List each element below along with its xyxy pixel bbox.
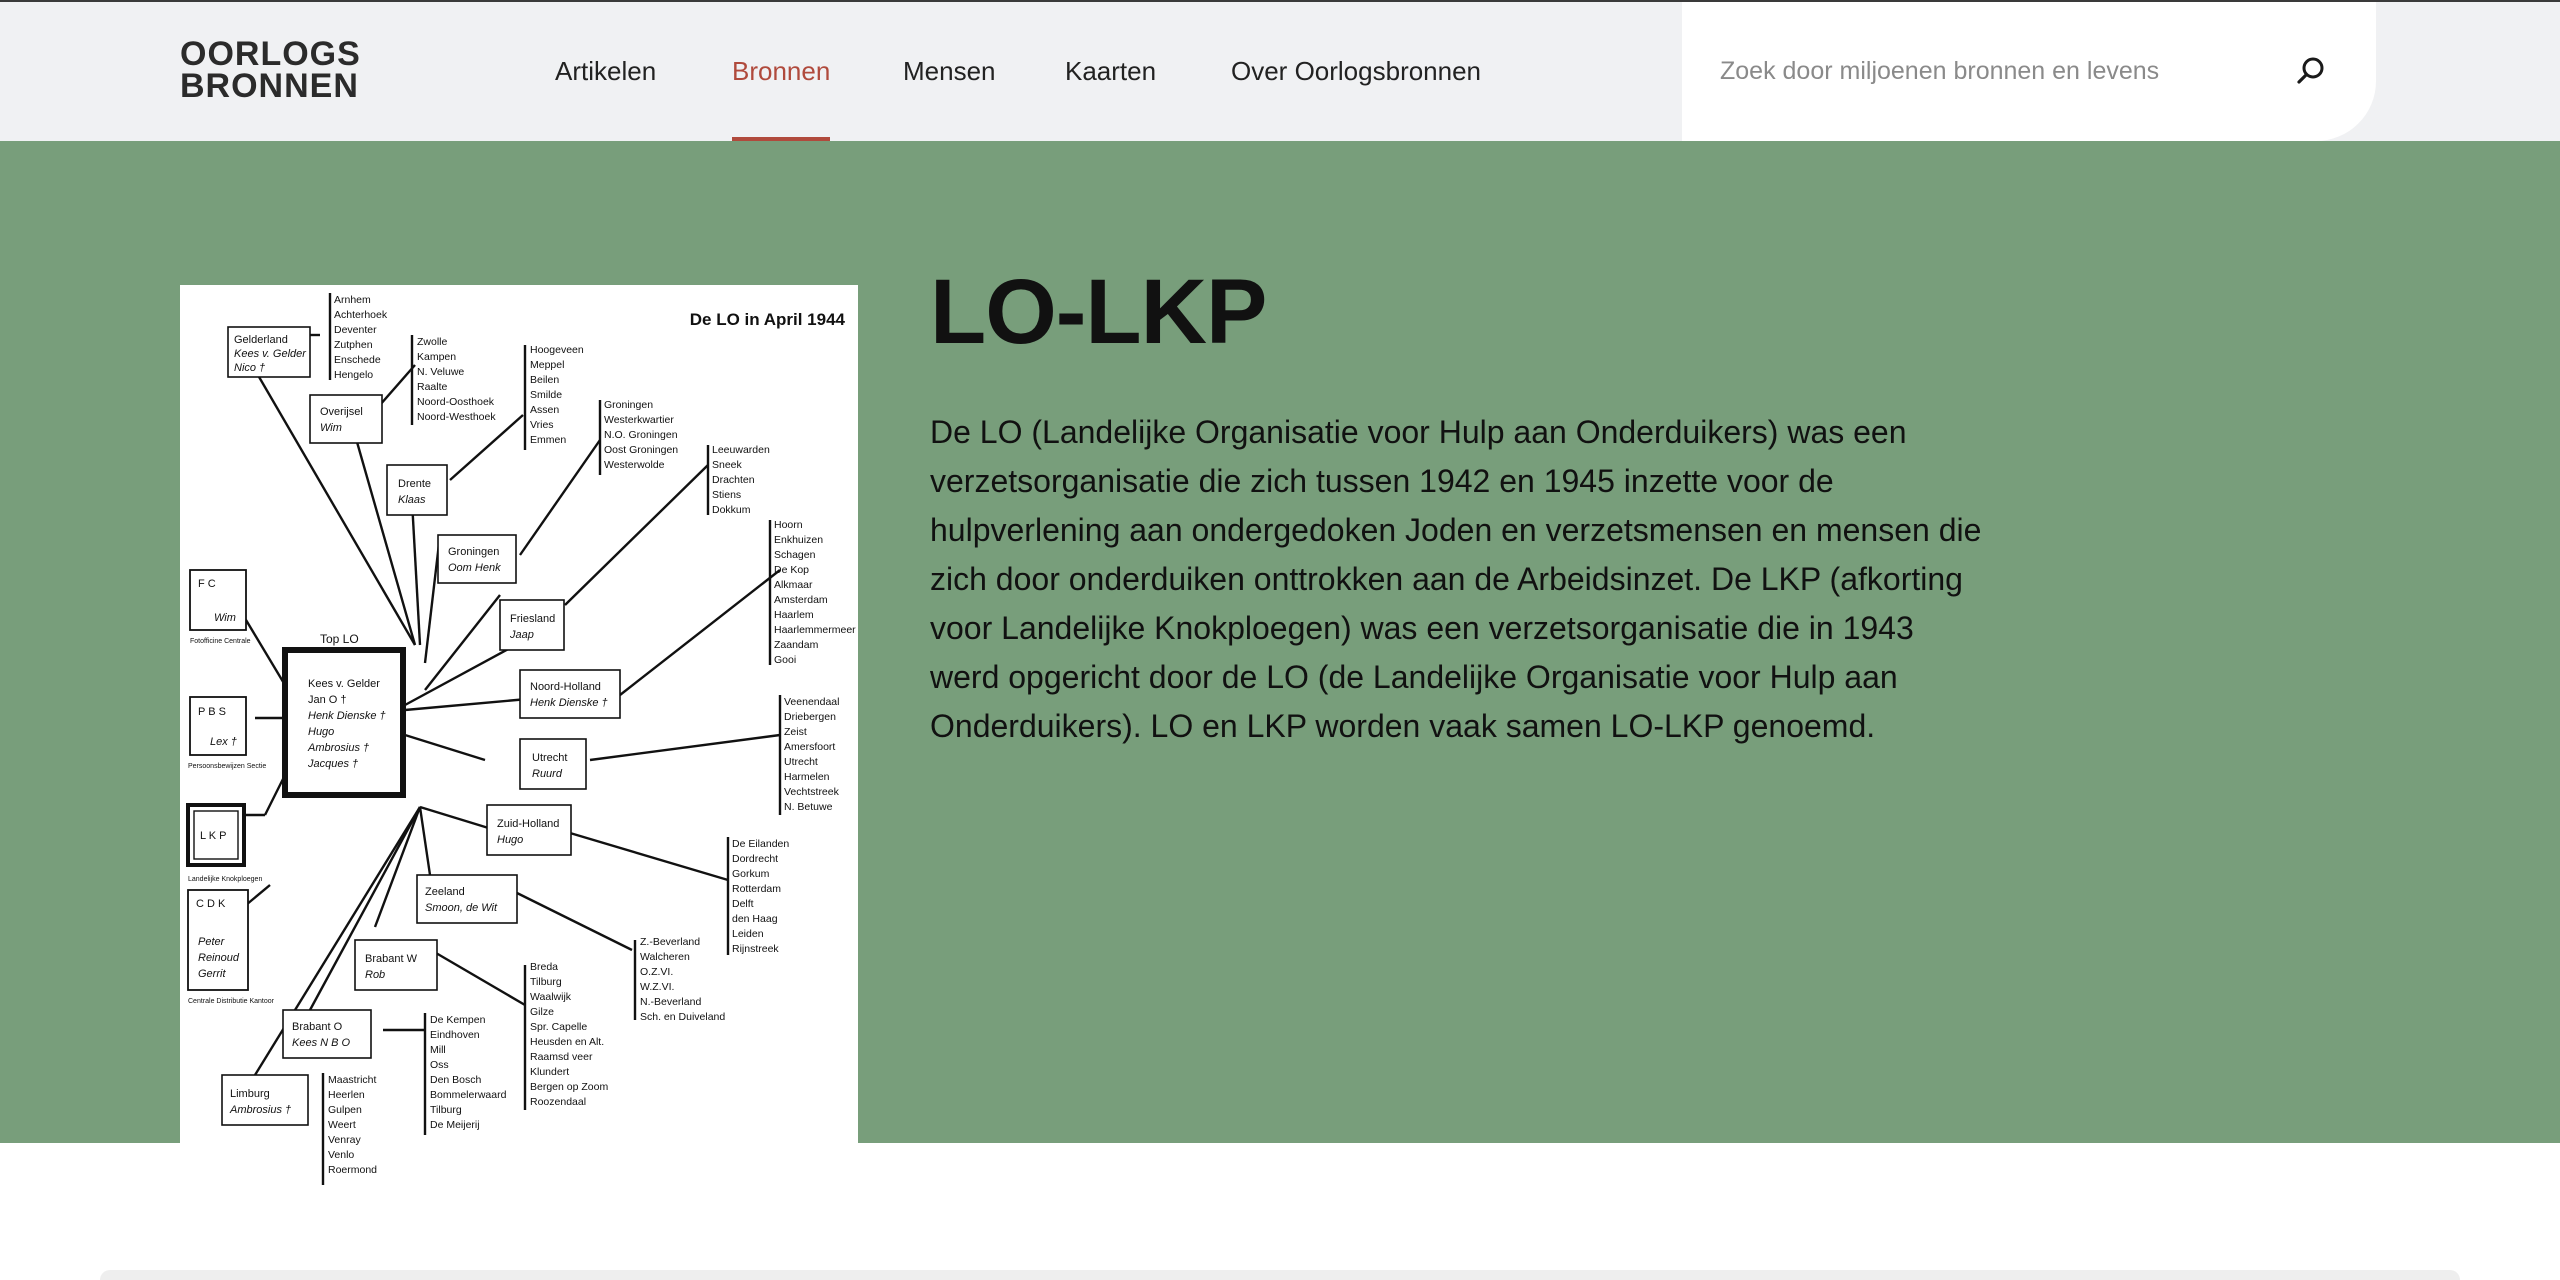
svg-text:Oost Groningen: Oost Groningen [604, 444, 679, 456]
svg-text:Roozendaal: Roozendaal [530, 1096, 587, 1108]
lo-organization-chart-image [180, 285, 858, 1185]
svg-text:Leeuwarden: Leeuwarden [712, 444, 770, 456]
svg-text:Limburg: Limburg [230, 1088, 270, 1100]
side-lkp [188, 805, 262, 883]
svg-text:Zeist: Zeist [784, 726, 807, 738]
svg-text:Reinoud: Reinoud [198, 952, 239, 964]
svg-text:Driebergen: Driebergen [784, 711, 836, 723]
svg-text:Venlo: Venlo [328, 1149, 355, 1161]
node-groningen [438, 535, 516, 583]
svg-text:Amersfoort: Amersfoort [784, 741, 836, 753]
svg-text:Gerrit: Gerrit [198, 968, 226, 980]
node-overijsel [310, 395, 382, 443]
diagram-title: De LO in April 1944 [689, 310, 845, 329]
svg-text:Amsterdam: Amsterdam [774, 594, 828, 606]
node-gelderland [228, 327, 310, 377]
top-lo-box [285, 650, 403, 795]
svg-text:Oom Henk: Oom Henk [448, 562, 501, 574]
side-fc [190, 570, 251, 645]
svg-text:Haarlem: Haarlem [774, 609, 814, 621]
site-logo[interactable] [180, 35, 361, 105]
svg-text:Leiden: Leiden [732, 928, 764, 940]
svg-text:Gulpen: Gulpen [328, 1104, 362, 1116]
svg-text:Schagen: Schagen [774, 549, 816, 561]
svg-text:Dokkum: Dokkum [712, 504, 751, 516]
svg-text:Z.-Beverland: Z.-Beverland [640, 936, 701, 948]
list-brabant-w [530, 961, 608, 1108]
top-lo-member: Ambrosius † [308, 742, 370, 754]
svg-text:Brabant O: Brabant O [292, 1021, 343, 1033]
svg-text:Tilburg: Tilburg [530, 976, 562, 988]
node-zeeland [417, 875, 517, 923]
top-lo-member: Hugo [308, 726, 335, 738]
svg-text:Heerlen: Heerlen [328, 1089, 365, 1101]
node-brabant-w [355, 940, 437, 990]
svg-text:Westerwolde: Westerwolde [604, 459, 665, 471]
svg-text:Alkmaar: Alkmaar [774, 579, 813, 591]
svg-text:den Haag: den Haag [732, 913, 778, 925]
svg-text:Rotterdam: Rotterdam [732, 883, 782, 895]
svg-text:Dordrecht: Dordrecht [732, 853, 779, 865]
nav-item-mensen[interactable]: Mensen [903, 56, 996, 86]
svg-text:Sch. en Duiveland: Sch. en Duiveland [640, 1011, 726, 1023]
svg-text:Emmen: Emmen [530, 434, 567, 446]
svg-text:Heusden en Alt.: Heusden en Alt. [530, 1036, 605, 1048]
svg-text:Peter: Peter [198, 936, 225, 948]
svg-text:Utrecht: Utrecht [784, 756, 818, 768]
list-gelderland [334, 294, 388, 381]
logo-line-2: BRONNEN [180, 67, 359, 105]
svg-text:Noord-Oosthoek: Noord-Oosthoek [417, 396, 495, 408]
node-zuid-holland [487, 805, 571, 855]
svg-text:W.Z.VI.: W.Z.VI. [640, 981, 675, 993]
svg-text:Roermond: Roermond [328, 1164, 378, 1176]
svg-text:Kees N B O: Kees N B O [292, 1037, 351, 1049]
svg-text:N. Betuwe: N. Betuwe [784, 801, 833, 813]
svg-text:Vries: Vries [530, 419, 554, 431]
svg-text:Kampen: Kampen [417, 351, 457, 363]
svg-text:Waalwijk: Waalwijk [530, 991, 572, 1003]
list-zuid-holland [732, 838, 789, 955]
list-noord-holland [774, 519, 856, 666]
svg-text:Assen: Assen [530, 404, 560, 416]
svg-text:Persoonsbewijzen Sectie: Persoonsbewijzen Sectie [188, 763, 267, 770]
svg-text:Arnhem: Arnhem [334, 294, 371, 306]
page-title: LO-LKP [930, 261, 1267, 363]
nav-item-kaarten[interactable]: Kaarten [1065, 56, 1157, 86]
nav-item-artikelen[interactable]: Artikelen [555, 56, 657, 86]
svg-text:Overijsel: Overijsel [320, 406, 363, 418]
svg-text:F C: F C [198, 578, 216, 590]
svg-text:Zeeland: Zeeland [425, 886, 465, 898]
svg-text:Rijnstreek: Rijnstreek [732, 943, 779, 955]
svg-text:Nico †: Nico † [234, 362, 266, 374]
svg-text:Haarlemmermeer: Haarlemmermeer [774, 624, 856, 636]
logo-line-1: OORLOGS [180, 35, 361, 73]
side-pbs [188, 697, 266, 770]
list-groningen [604, 399, 678, 471]
node-friesland [500, 600, 564, 650]
top-lo-member: Kees v. Gelder [308, 678, 380, 690]
node-utrecht [520, 739, 586, 789]
nav-item-label: Bronnen [732, 56, 831, 86]
svg-text:Rob: Rob [365, 969, 386, 981]
svg-text:Henk Dienske †: Henk Dienske † [530, 697, 608, 709]
svg-text:Eindhoven: Eindhoven [430, 1029, 480, 1041]
node-noord-holland [520, 670, 620, 718]
top-lo-member: Jan O † [308, 694, 347, 706]
svg-text:N.O. Groningen: N.O. Groningen [604, 429, 678, 441]
svg-text:Mill: Mill [430, 1044, 446, 1056]
svg-text:Noord-Holland: Noord-Holland [530, 681, 601, 693]
svg-text:Lex †: Lex † [210, 736, 237, 748]
svg-text:Gelderland: Gelderland [234, 334, 288, 346]
svg-text:Hoorn: Hoorn [774, 519, 803, 531]
svg-text:Zutphen: Zutphen [334, 339, 373, 351]
side-cdk [188, 890, 275, 1005]
svg-text:Wim: Wim [214, 612, 236, 624]
organization-chart [180, 285, 858, 1185]
svg-text:Oss: Oss [430, 1059, 449, 1071]
svg-text:L K P: L K P [200, 830, 227, 842]
search-input[interactable] [1718, 48, 2282, 94]
svg-text:Gooi: Gooi [774, 654, 797, 666]
svg-text:Venray: Venray [328, 1134, 361, 1146]
next-section-edge [100, 1270, 2460, 1280]
svg-text:Bergen op Zoom: Bergen op Zoom [530, 1081, 609, 1093]
nav-item-bronnen[interactable] [732, 2, 830, 141]
svg-text:Hugo: Hugo [497, 834, 524, 846]
svg-text:Zwolle: Zwolle [417, 336, 448, 348]
svg-text:De Kempen: De Kempen [430, 1014, 486, 1026]
page-description: De LO (Landelijke Organisatie voor Hulp aan Onderduikers) was een verzetsorganisatie die zich tussen 1942 en 1945 inzette voor de hulpverlening aan ondergedoken Joden en verzetsmensen en mensen die zich door onderduiken onttrokken aan de Arbeidsinzet. De LKP (afkorting voor Landelijke Knokploegen) was een verzetsorganisatie die in 1943 werd opgericht door de LO (de Landelijke Organisatie voor Hulp aan Onderduikers). LO en LKP worden vaak samen LO-LKP genoemd. [930, 414, 1982, 744]
svg-text:Friesland: Friesland [510, 613, 556, 625]
svg-text:Stiens: Stiens [712, 489, 742, 501]
list-brabant-o [430, 1014, 507, 1131]
list-friesland [712, 444, 770, 516]
svg-text:Raamsd veer: Raamsd veer [530, 1051, 593, 1063]
svg-text:Raalte: Raalte [417, 381, 448, 393]
svg-text:Gilze: Gilze [530, 1006, 554, 1018]
svg-text:Beilen: Beilen [530, 374, 560, 386]
list-limburg [328, 1074, 377, 1176]
svg-text:Ruurd: Ruurd [532, 768, 562, 780]
svg-text:De Eilanden: De Eilanden [732, 838, 790, 850]
svg-text:Groningen: Groningen [448, 546, 500, 558]
svg-text:Hengelo: Hengelo [334, 369, 374, 381]
svg-text:Utrecht: Utrecht [532, 752, 568, 764]
svg-text:Drente: Drente [398, 478, 432, 490]
list-overijsel [417, 336, 496, 423]
svg-text:Spr. Capelle: Spr. Capelle [530, 1021, 588, 1033]
top-lo-member: Jacques † [308, 758, 359, 770]
svg-text:Westerkwartier: Westerkwartier [604, 414, 674, 426]
svg-text:Jaap: Jaap [510, 629, 534, 641]
svg-text:Drachten: Drachten [712, 474, 755, 486]
svg-text:Gorkum: Gorkum [732, 868, 770, 880]
svg-text:Bommelerwaard: Bommelerwaard [430, 1089, 507, 1101]
svg-text:Delft: Delft [732, 898, 754, 910]
svg-text:Klundert: Klundert [530, 1066, 570, 1078]
top-lo-heading: Top LO [320, 632, 359, 646]
svg-text:P B S: P B S [198, 706, 226, 718]
svg-text:Hoogeveen: Hoogeveen [530, 344, 584, 356]
svg-text:Sneek: Sneek [712, 459, 742, 471]
svg-text:Harmelen: Harmelen [784, 771, 830, 783]
svg-text:C D K: C D K [196, 898, 226, 910]
svg-text:Noord-Westhoek: Noord-Westhoek [417, 411, 496, 423]
search-box [1682, 2, 2376, 141]
svg-text:Smoon, de Wit: Smoon, de Wit [425, 902, 498, 914]
list-utrecht [784, 696, 840, 813]
svg-text:Maastricht: Maastricht [328, 1074, 377, 1086]
svg-text:Veenendaal: Veenendaal [784, 696, 840, 708]
svg-text:Groningen: Groningen [604, 399, 654, 411]
svg-text:Kees v. Gelder: Kees v. Gelder [234, 348, 306, 360]
svg-text:Landelijke Knokploegen: Landelijke Knokploegen [188, 876, 263, 883]
svg-text:Walcheren: Walcheren [640, 951, 690, 963]
svg-text:Fotofficine Centrale: Fotofficine Centrale [190, 638, 251, 645]
node-limburg [222, 1075, 308, 1125]
svg-text:Zuid-Holland: Zuid-Holland [497, 818, 560, 830]
svg-text:Achterhoek: Achterhoek [334, 309, 388, 321]
svg-text:Zaandam: Zaandam [774, 639, 819, 651]
list-zeeland [640, 936, 725, 1023]
svg-text:Enschede: Enschede [334, 354, 381, 366]
svg-text:Ambrosius †: Ambrosius † [230, 1104, 292, 1116]
top-lo-member: Henk Dienske † [308, 710, 386, 722]
svg-text:Brabant W: Brabant W [365, 953, 417, 965]
node-drente [387, 465, 447, 515]
svg-text:Centrale Distributie Kantoor: Centrale Distributie Kantoor [188, 998, 274, 1005]
svg-text:N.-Beverland: N.-Beverland [640, 996, 702, 1008]
svg-text:N. Veluwe: N. Veluwe [417, 366, 465, 378]
svg-text:Weert: Weert [328, 1119, 356, 1131]
node-brabant-o [283, 1010, 371, 1058]
search-icon[interactable] [2291, 52, 2331, 92]
svg-text:Breda: Breda [530, 961, 559, 973]
svg-text:Wim: Wim [320, 422, 342, 434]
svg-text:Vechtstreek: Vechtstreek [784, 786, 839, 798]
svg-text:De Meijerij: De Meijerij [430, 1119, 480, 1131]
svg-text:Deventer: Deventer [334, 324, 377, 336]
svg-text:Tilburg: Tilburg [430, 1104, 462, 1116]
svg-text:De Kop: De Kop [774, 564, 810, 576]
svg-text:Meppel: Meppel [530, 359, 565, 371]
list-drente [530, 344, 584, 446]
svg-text:Den Bosch: Den Bosch [430, 1074, 482, 1086]
nav-item-over-oorlogsbronnen[interactable]: Over Oorlogsbronnen [1231, 56, 1482, 86]
svg-text:O.Z.VI.: O.Z.VI. [640, 966, 674, 978]
svg-text:Klaas: Klaas [398, 494, 426, 506]
svg-text:Smilde: Smilde [530, 389, 563, 401]
svg-text:Enkhuizen: Enkhuizen [774, 534, 824, 546]
